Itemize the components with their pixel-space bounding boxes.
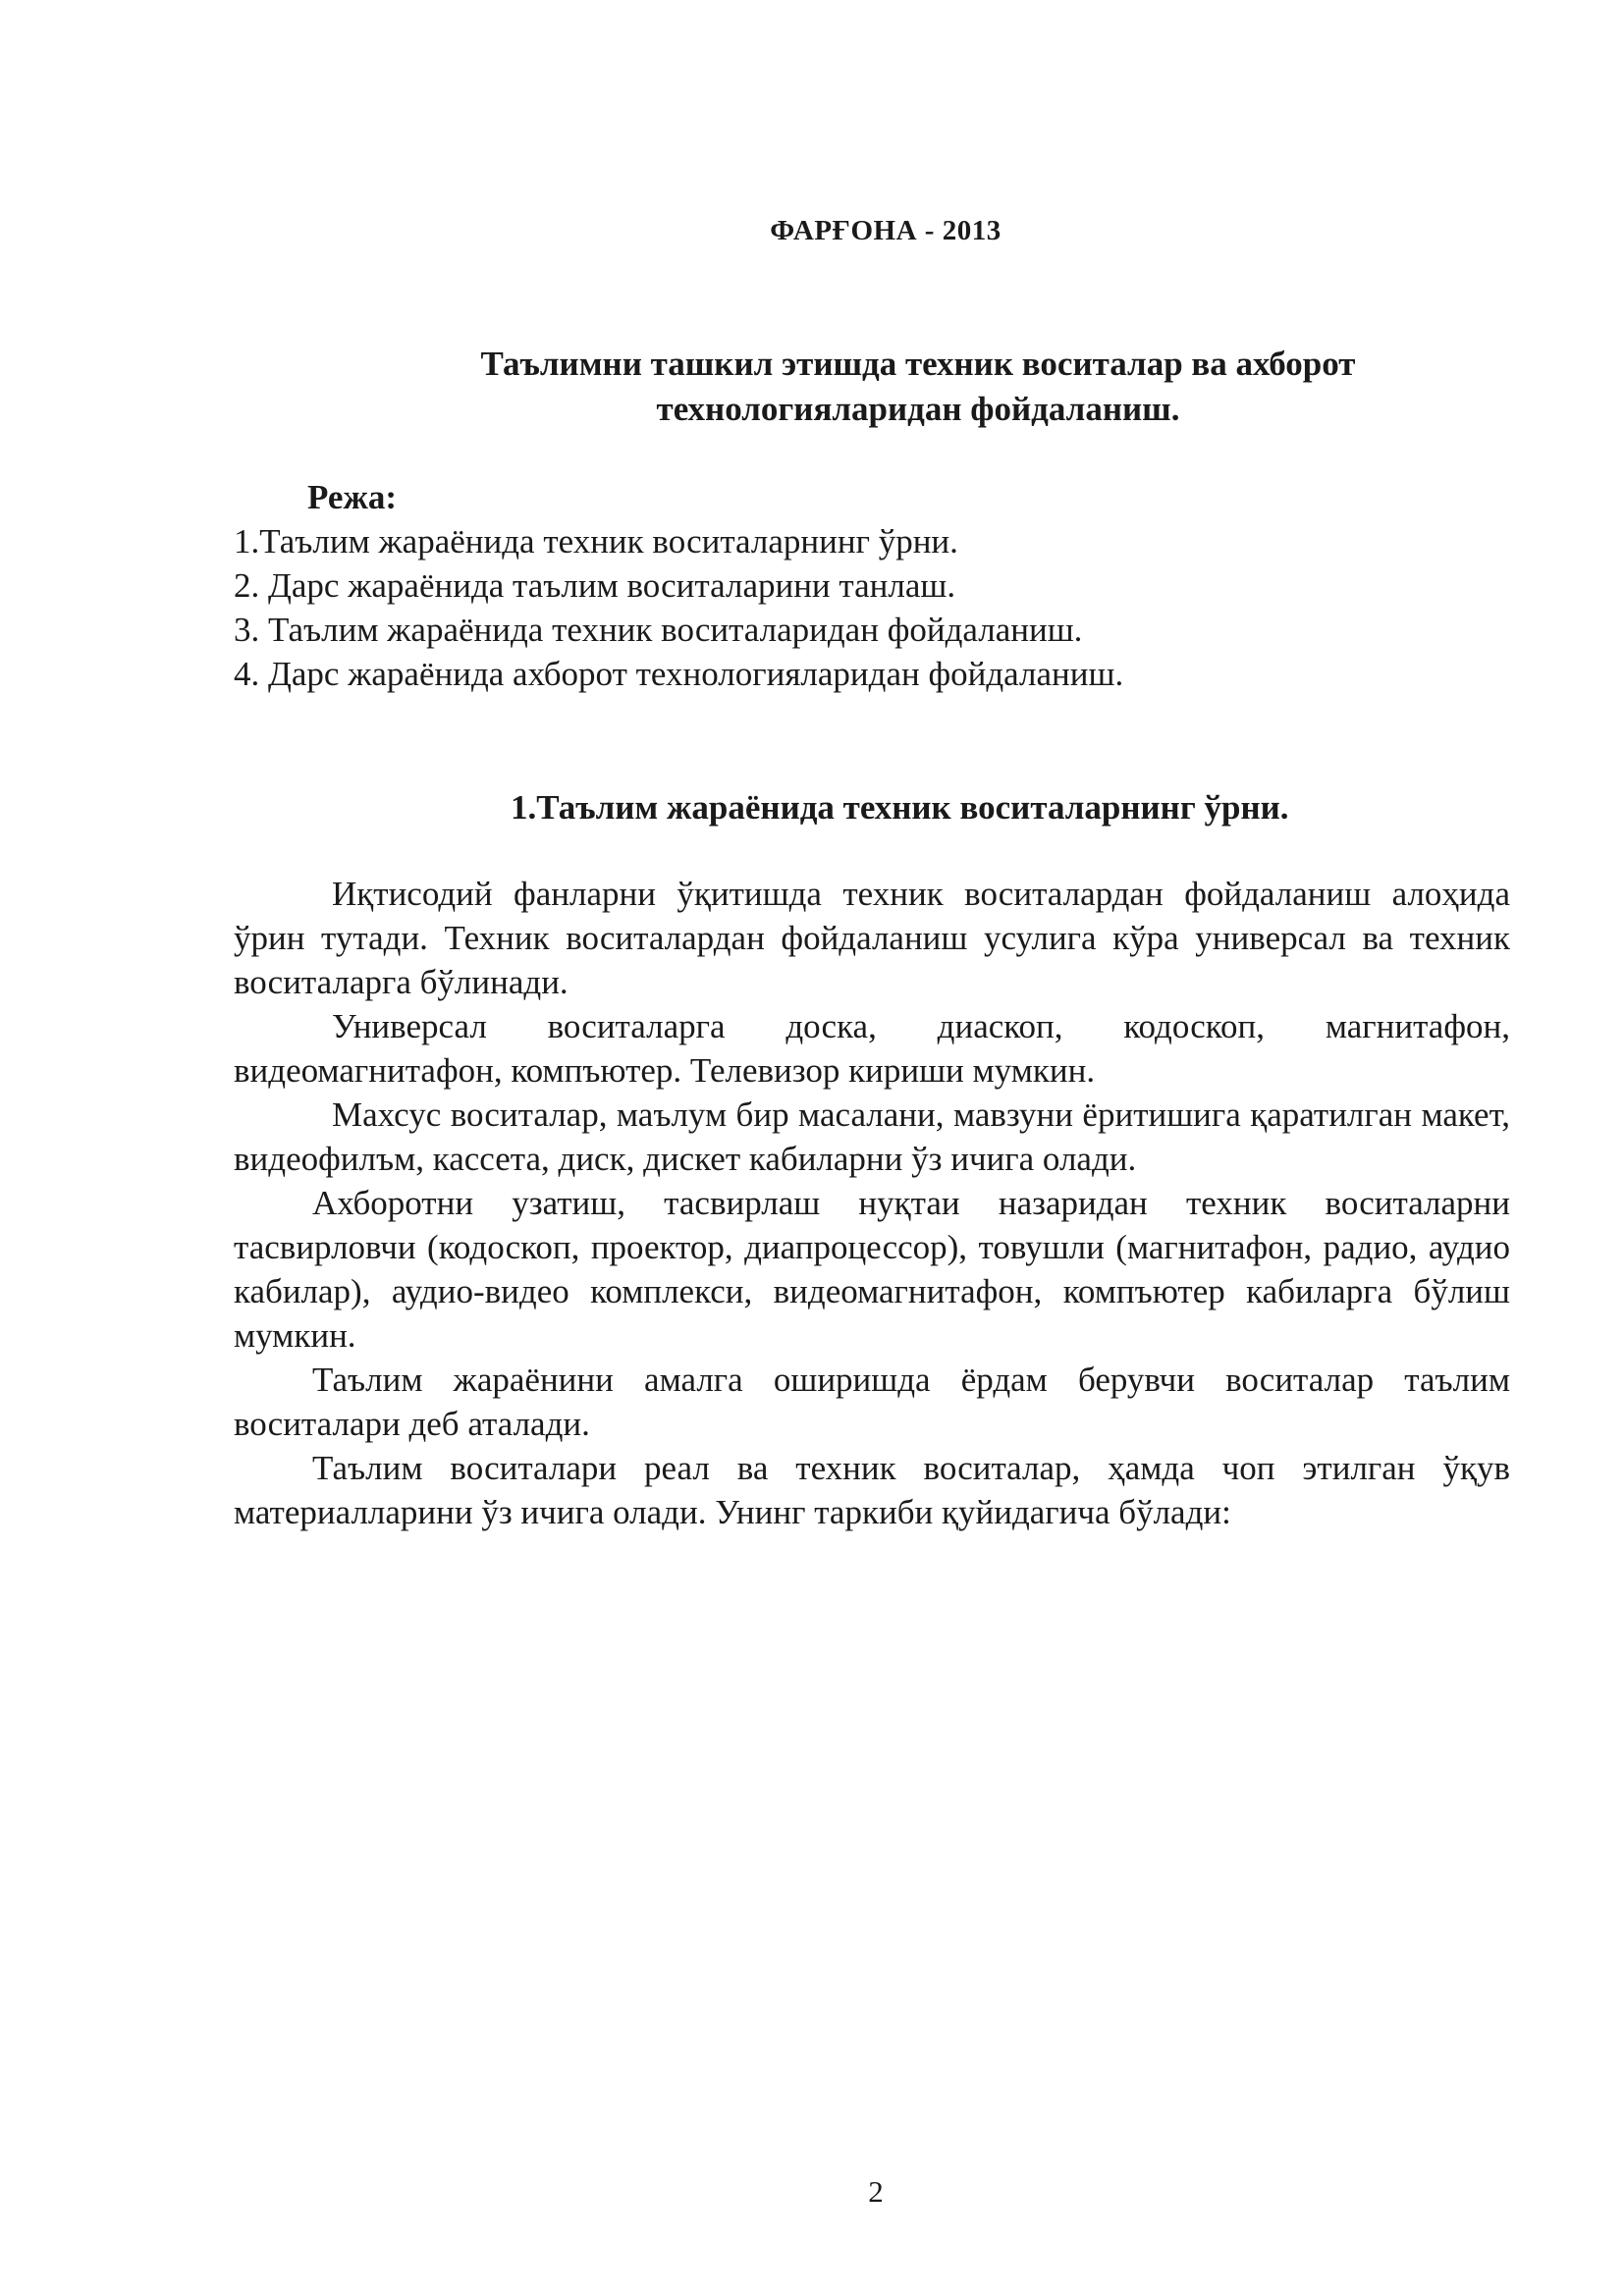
plan-item-3: 3. Таълим жараёнида техник воситаларидан фойдаланиш. [234,611,1083,649]
paragraph-6: Таълим воситалари реал ва техник воситалар, ҳамда чоп этилган ўқув материалларини ўз ичига олади. Унинг таркиби қуйидагича бўлади: [234,1449,1510,1531]
page-number: 2 [868,2174,884,2209]
section-title: 1.Таълим жараёнида техник воситаларнинг ўрни. [511,788,1289,827]
paragraph-3: Махсус воситалар, маълум бир масалани, мавзуни ёритишига қаратилган макет, видеофилъм, кассета, диск, дискет кабиларни ўз ичига олади. [234,1095,1510,1178]
document-title-line-2: технологияларидан фойдаланиш. [656,390,1180,428]
plan-item-1: 1.Таълим жараёнида техник воситаларнинг ўрни. [234,522,958,561]
paragraph-2: Универсал воситаларга доска, диаскоп, кодоскоп, магнитафон, видеомагнитафон, компъютер. Телевизор кириши мумкин. [234,1007,1510,1090]
plan-block [234,475,1510,696]
plan-item-2: 2. Дарс жараёнида таълим воситаларини танлаш. [234,566,956,605]
document-title-line-1: Таълимни ташкил этишда техник воситалар ва ахборот [480,345,1356,383]
paragraph-5: Таълим жараёнини амалга оширишда ёрдам берувчи воситалар таълим воситалари деб аталади. [234,1361,1510,1443]
plan-item-4: 4. Дарс жараёнида ахборот технологияларидан фойдаланиш. [234,655,1124,693]
document-title [353,342,1483,432]
body-text [234,872,1510,1534]
paragraph-1: Иқтисодий фанларни ўқитишда техник воситалардан фойдаланиш алоҳида ўрин тутади. Техник воситалардан фойдаланиш усулига кўра универсал ва техник воситаларга бўлинади. [234,875,1510,1001]
plan-heading: Режа: [307,478,397,516]
city-year-header: ФАРҒОНА - 2013 [770,215,1001,246]
paragraph-4: Ахборотни узатиш, тасвирлаш нуқтаи назаридан техник воситаларни тасвирловчи (кодоскоп, проектор, диапроцессор), товушли (магнитафон, радио, аудио кабилар), аудио-видео комплекси, видеомагнитафон, компъютер кабиларга бўлиш мумкин. [234,1184,1510,1355]
